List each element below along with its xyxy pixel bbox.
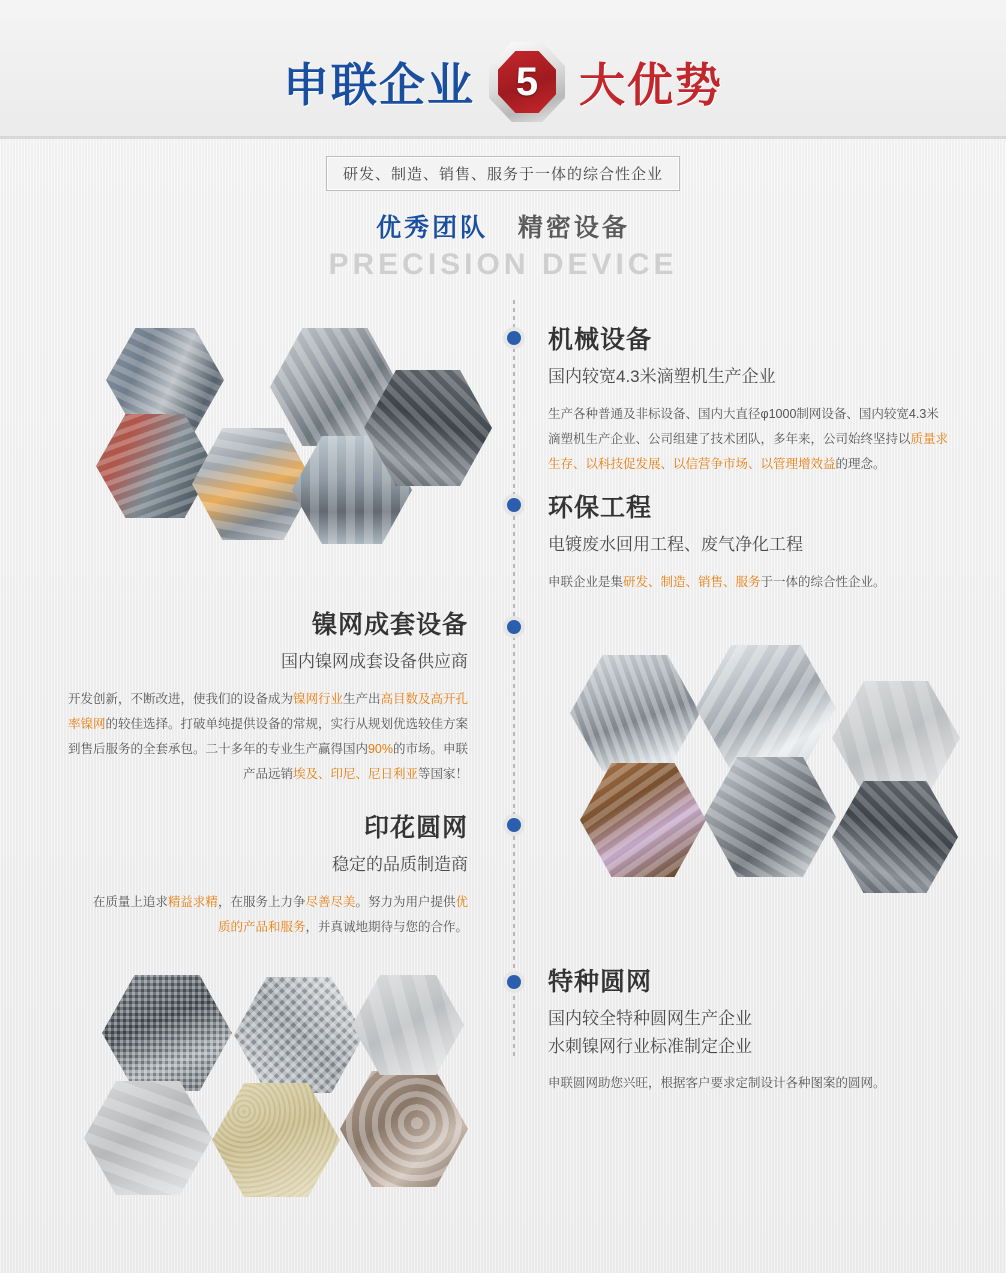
block-4-line1-post: 。努力为用户提供 (355, 894, 456, 909)
block-4-line1-hl: 精益求精 (167, 894, 218, 909)
block-environmental-engineering (548, 488, 958, 595)
block-2-body-post: 于一体的综合性企业。 (760, 574, 886, 589)
block-3-line1-hl2: 高目数及高开孔 (380, 691, 468, 706)
header-title-row (0, 42, 1006, 122)
block-1-body (548, 402, 958, 477)
block-4-body (0, 890, 468, 940)
block-1-body-line1: 生产各种普通及非标设备、国内大直径φ1000制网设备、国内较宽4.3米 (548, 406, 939, 421)
block-4-line2-hl: 优 (455, 894, 468, 909)
block-4-line2-post: ，并真诚地期待与您的合作。 (305, 919, 468, 934)
block-4-line1-mid: ，在服务上力争 (217, 894, 306, 909)
image-cluster-middle (560, 645, 960, 905)
section-heading-cn (0, 208, 1006, 244)
page-header (0, 0, 1006, 139)
block-4-line1-hl2: 尽善尽美 (305, 894, 356, 909)
timeline-dot-5 (507, 975, 521, 989)
image-cluster-bottom (62, 975, 462, 1205)
block-mechanical-equipment (548, 320, 958, 477)
block-3-body (0, 687, 468, 787)
block-3-line2: 的较佳选择。打破单纯提供设备的常规，实行从规划优选较佳方案 (105, 716, 468, 731)
section-heading (0, 208, 1006, 282)
mesh-screen-photo (102, 975, 232, 1091)
sand-pattern-photo (212, 1083, 340, 1197)
block-4-title: 印花圆网 (363, 814, 468, 842)
block-4-line2-hl-b: 质的产品和服务 (217, 919, 306, 934)
timeline-dot-1 (507, 331, 521, 345)
lathe-machine-photo (832, 781, 958, 893)
block-3-line1-pre: 开发创新，不断改进，使我们的设备成为 (67, 691, 293, 706)
block-1-body-line3: 的理念。 (835, 456, 886, 471)
block-5-subtitle-1: 国内较全特种圆网生产企业 (548, 1009, 752, 1028)
section-heading-cn-gray: 精密设备 (517, 214, 630, 242)
block-3-line1-hl: 镍网行业 (292, 691, 343, 706)
metal-foil-photo (696, 645, 836, 771)
block-2-body (548, 570, 958, 595)
block-nickel-mesh-equipment (0, 605, 468, 787)
timeline-spine (513, 300, 515, 1060)
block-3-line1-mid: 生产出 (342, 691, 381, 706)
block-3-line4-pre: 产品远销 (242, 766, 293, 781)
block-4-subtitle: 稳定的品质制造商 (332, 855, 468, 874)
nickel-roll-photo (570, 655, 700, 771)
timeline-dot-4 (507, 818, 521, 832)
embossed-plate-photo (352, 975, 464, 1075)
section-heading-cn-blue: 优秀团队 (376, 214, 489, 242)
image-cluster-top (96, 328, 486, 578)
mesh-roll-photo (832, 681, 960, 795)
block-3-subtitle: 国内镍网成套设备供应商 (281, 652, 468, 671)
block-1-body-highlight-a: 质量求 (910, 431, 949, 446)
timeline-dot-3 (507, 620, 521, 634)
header-title-right: 大优势 (579, 59, 723, 111)
advantage-count-badge (489, 42, 565, 122)
block-5-subtitle-2: 水刺镍网行业标准制定企业 (548, 1036, 752, 1056)
block-3-line2-hl: 率镍网 (67, 716, 106, 731)
block-3-line3-post: 的市场。申联 (392, 741, 468, 756)
block-special-screen (548, 962, 958, 1096)
copper-equipment-photo (580, 763, 706, 877)
block-2-body-highlight: 研发、制造、销售、服务 (623, 574, 761, 589)
block-5-title: 特种圆网 (548, 968, 653, 996)
block-printing-screen (0, 808, 468, 940)
badge-number: 5 (515, 60, 539, 104)
block-2-title: 环保工程 (548, 494, 653, 522)
header-title-left: 申联企业 (283, 59, 475, 111)
production-line-photo (704, 757, 836, 877)
block-3-line4-post: 等国家！ (417, 766, 468, 781)
red-machine-photo (96, 414, 214, 518)
block-3-line3-hl: 90% (367, 741, 393, 756)
tagline-box: 研发、制造、销售、服务于一体的综合性企业 (326, 156, 680, 191)
block-3-title: 镍网成套设备 (311, 611, 468, 639)
block-3-line4-hl: 埃及、印尼、尼日利亚 (292, 766, 418, 781)
fabric-texture-photo (84, 1081, 212, 1195)
block-1-title: 机械设备 (548, 326, 653, 354)
block-2-subtitle: 电镀废水回用工程、废气净化工程 (548, 535, 803, 554)
section-heading-en: PRECISION DEVICE (328, 248, 678, 281)
diamond-pattern-photo (234, 977, 364, 1093)
flower-pattern-photo (340, 1071, 468, 1187)
block-2-body-pre: 申联企业是集 (548, 574, 624, 589)
block-5-body: 申联圆网助您兴旺，根据客户要求定制设计各种图案的圆网。 (548, 1076, 886, 1090)
block-1-body-highlight-b: 生存、以科技促发展、以信营争市场、以管理增效益 (548, 456, 836, 471)
block-4-line1-pre: 在质量上追求 (92, 894, 168, 909)
block-1-subtitle: 国内较宽4.3米滴塑机生产企业 (548, 367, 776, 386)
block-3-line3: 到售后服务的全套承包。二十多年的专业生产赢得国内 (67, 741, 368, 756)
timeline-dot-2 (507, 498, 521, 512)
block-1-body-line2: 滴塑机生产企业、公司组建了技术团队，多年来，公司始终坚持以 (548, 431, 911, 446)
